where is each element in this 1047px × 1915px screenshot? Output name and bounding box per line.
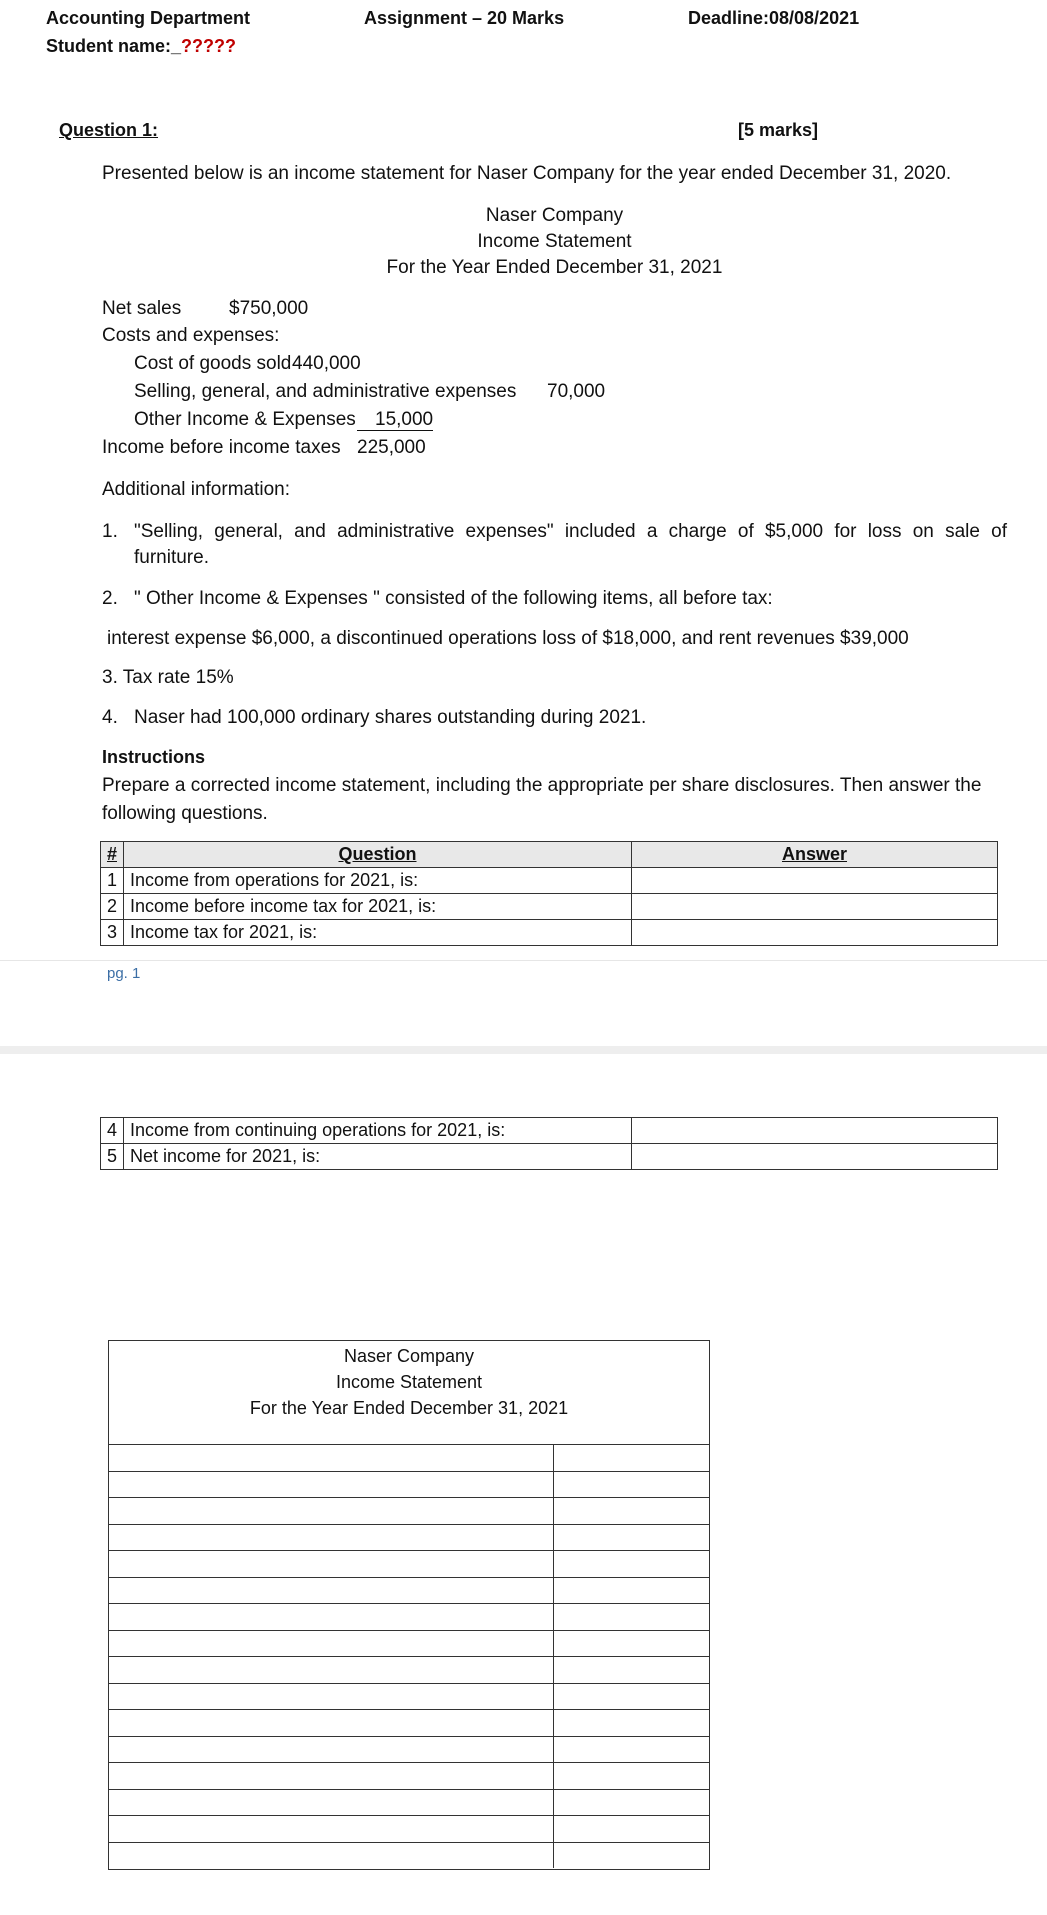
net-sales-value: $750,000 — [229, 298, 309, 319]
blank-item-cell[interactable] — [109, 1763, 554, 1790]
table-row — [101, 868, 998, 894]
blank-amount-cell[interactable] — [554, 1736, 710, 1763]
blank-item-cell[interactable] — [109, 1657, 554, 1684]
blank-item-cell[interactable] — [109, 1471, 554, 1498]
col-num-header: # — [101, 842, 124, 868]
col-answer-header: Answer — [632, 842, 998, 868]
page-gap — [0, 1046, 1047, 1054]
item4-number: 4. — [102, 707, 118, 728]
student-name-line — [46, 36, 236, 57]
question-marks: [5 marks] — [738, 120, 819, 140]
blank-statement-row — [109, 1710, 709, 1737]
question-table — [100, 841, 998, 946]
page-number: pg. 1 — [107, 965, 141, 982]
page-divider — [0, 960, 1047, 961]
answer-cell[interactable] — [632, 1118, 998, 1144]
sga-label: Selling, general, and administrative expenses — [134, 381, 517, 402]
answer-cell[interactable] — [632, 894, 998, 920]
row-question: Income from operations for 2021, is: — [124, 868, 632, 894]
blank-amount-cell[interactable] — [554, 1471, 710, 1498]
blank-item-cell[interactable] — [109, 1445, 554, 1472]
blank-statement-table — [109, 1444, 709, 1868]
blank-amount-cell[interactable] — [554, 1816, 710, 1843]
blank-item-cell[interactable] — [109, 1816, 554, 1843]
table-header-row — [101, 842, 998, 868]
blank-statement-row — [109, 1683, 709, 1710]
instructions-heading: Instructions — [102, 747, 206, 767]
blank-amount-cell[interactable] — [554, 1657, 710, 1684]
question-title: Question 1: — [59, 120, 159, 140]
cogs-label: Cost of goods sold — [134, 353, 292, 374]
blank-statement-row — [109, 1816, 709, 1843]
row-num: 5 — [101, 1144, 124, 1170]
blank-item-cell[interactable] — [109, 1683, 554, 1710]
answer-cell[interactable] — [632, 868, 998, 894]
blank-statement-row — [109, 1498, 709, 1525]
row-question: Net income for 2021, is: — [124, 1144, 632, 1170]
statement-period: For the Year Ended December 31, 2021 — [386, 257, 723, 278]
blank-item-cell[interactable] — [109, 1551, 554, 1578]
blank-statement-title: Income Statement — [335, 1372, 483, 1392]
blank-amount-cell[interactable] — [554, 1551, 710, 1578]
blank-amount-cell[interactable] — [554, 1710, 710, 1737]
blank-item-cell[interactable] — [109, 1577, 554, 1604]
blank-amount-cell[interactable] — [554, 1445, 710, 1472]
item1-line1: "Selling, general, and administrative expenses" included a charge of $5,000 for loss on sale of — [134, 521, 1007, 542]
blank-amount-cell[interactable] — [554, 1498, 710, 1525]
other-value: 15,000 — [357, 409, 433, 431]
blank-statement-row — [109, 1577, 709, 1604]
blank-amount-cell[interactable] — [554, 1763, 710, 1790]
blank-item-cell[interactable] — [109, 1710, 554, 1737]
answer-cell[interactable] — [632, 1144, 998, 1170]
blank-statement-row — [109, 1789, 709, 1816]
statement-title: Income Statement — [477, 231, 632, 252]
blank-statement-row — [109, 1842, 709, 1868]
blank-income-statement — [108, 1340, 710, 1870]
statement-company: Naser Company — [485, 205, 624, 226]
blank-item-cell[interactable] — [109, 1842, 554, 1868]
blank-item-cell[interactable] — [109, 1604, 554, 1631]
blank-statement-period: For the Year Ended December 31, 2021 — [249, 1398, 569, 1418]
blank-item-cell[interactable] — [109, 1736, 554, 1763]
blank-statement-row — [109, 1736, 709, 1763]
sga-value: 70,000 — [547, 381, 606, 402]
blank-amount-cell[interactable] — [554, 1604, 710, 1631]
blank-item-cell[interactable] — [109, 1498, 554, 1525]
row-num: 3 — [101, 920, 124, 946]
col-question-header: Question — [124, 842, 632, 868]
item2-detail: interest expense $6,000, a discontinued operations loss of $18,000, and rent revenues $39,000 — [107, 628, 909, 649]
row-question: Income from continuing operations for 2021, is: — [124, 1118, 632, 1144]
blank-amount-cell[interactable] — [554, 1683, 710, 1710]
item4-text: Naser had 100,000 ordinary shares outstanding during 2021. — [134, 707, 647, 728]
blank-amount-cell[interactable] — [554, 1524, 710, 1551]
blank-statement-row — [109, 1471, 709, 1498]
table-row — [101, 894, 998, 920]
table-row — [101, 920, 998, 946]
instructions-line2: following questions. — [102, 803, 268, 824]
blank-item-cell[interactable] — [109, 1630, 554, 1657]
table-row — [101, 1144, 998, 1170]
student-name-label: Student name:_ — [46, 36, 182, 56]
blank-statement-row — [109, 1445, 709, 1472]
blank-statement-row — [109, 1551, 709, 1578]
question-table-continued — [100, 1117, 998, 1170]
blank-statement-row — [109, 1657, 709, 1684]
answer-cell[interactable] — [632, 920, 998, 946]
item1-number: 1. — [102, 521, 118, 542]
student-name-value: ????? — [181, 36, 237, 56]
blank-amount-cell[interactable] — [554, 1842, 710, 1868]
costs-label: Costs and expenses: — [102, 325, 280, 346]
blank-amount-cell[interactable] — [554, 1630, 710, 1657]
blank-statement-row — [109, 1524, 709, 1551]
row-num: 4 — [101, 1118, 124, 1144]
net-sales-label: Net sales — [102, 298, 182, 319]
blank-item-cell[interactable] — [109, 1524, 554, 1551]
blank-item-cell[interactable] — [109, 1789, 554, 1816]
question-intro: Presented below is an income statement for Naser Company for the year ended December 31, 2020. — [102, 163, 952, 184]
row-num: 1 — [101, 868, 124, 894]
blank-statement-company: Naser Company — [343, 1346, 475, 1366]
assignment-label: Assignment – 20 Marks — [364, 8, 565, 28]
instructions-line1: Prepare a corrected income statement, including the appropriate per share disclosures. Then answer the — [102, 775, 982, 796]
item2-text: " Other Income & Expenses " consisted of the following items, all before tax: — [134, 588, 773, 609]
blank-amount-cell[interactable] — [554, 1577, 710, 1604]
cogs-value: 440,000 — [292, 353, 361, 374]
department-label: Accounting Department — [46, 8, 251, 28]
row-question: Income before income tax for 2021, is: — [124, 894, 632, 920]
row-num: 2 — [101, 894, 124, 920]
table-row — [101, 1118, 998, 1144]
ibt-value: 225,000 — [357, 437, 426, 458]
blank-statement-header — [109, 1341, 709, 1444]
other-label: Other Income & Expenses — [134, 409, 356, 430]
deadline-label: Deadline:08/08/2021 — [688, 8, 860, 28]
row-question: Income tax for 2021, is: — [124, 920, 632, 946]
item2-number: 2. — [102, 588, 118, 609]
additional-heading: Additional information: — [102, 479, 290, 500]
item1-line2: furniture. — [134, 547, 209, 568]
ibt-label: Income before income taxes — [102, 437, 341, 458]
blank-statement-row — [109, 1763, 709, 1790]
item3-text: 3. Tax rate 15% — [102, 667, 234, 688]
blank-amount-cell[interactable] — [554, 1789, 710, 1816]
blank-statement-row — [109, 1604, 709, 1631]
blank-statement-row — [109, 1630, 709, 1657]
